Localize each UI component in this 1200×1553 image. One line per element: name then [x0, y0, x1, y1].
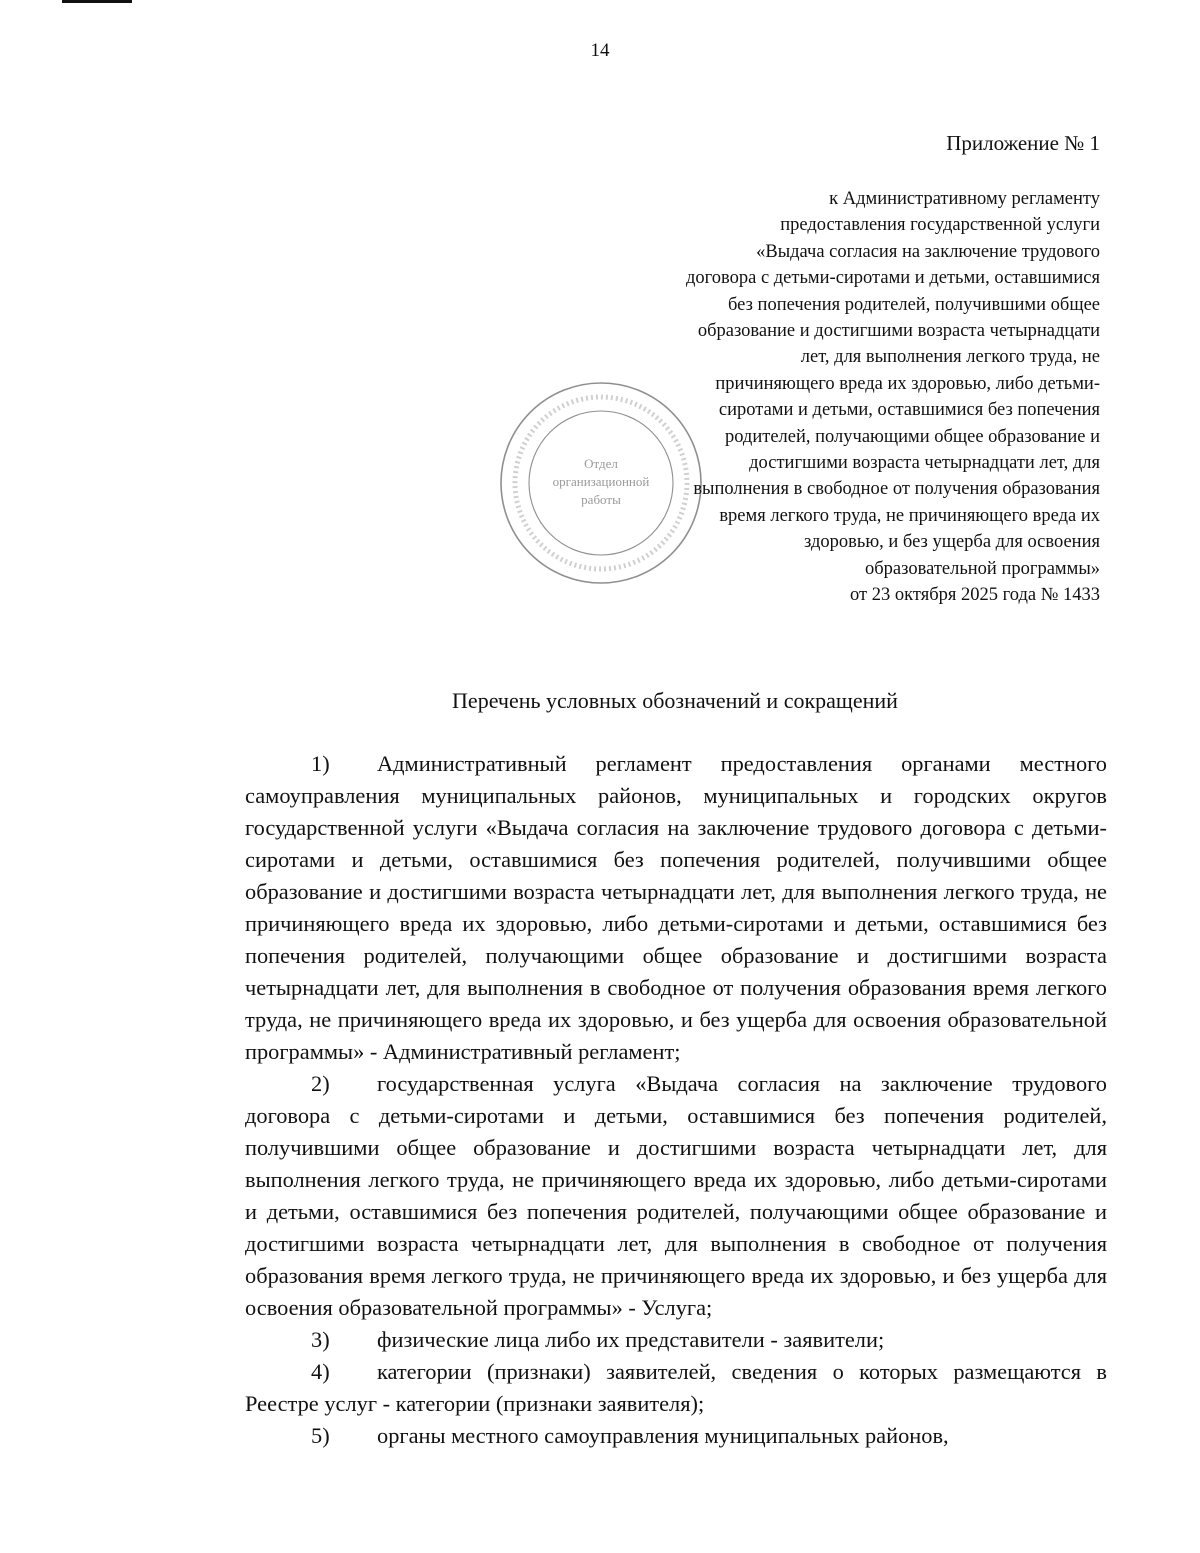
item-number: 1)	[311, 751, 330, 776]
item-number: 3)	[311, 1327, 330, 1352]
appendix-subtitle	[540, 186, 1100, 609]
appendix-line: причиняющего вреда их здоровью, либо детьми-	[715, 373, 1100, 394]
list-item	[245, 1420, 1107, 1452]
appendix-line: без попечения родителей, получившими общее	[728, 294, 1100, 315]
appendix-line: выполнения в свободное от получения образования	[693, 479, 1100, 500]
abbreviation-list	[245, 748, 1107, 1452]
appendix-line: лет, для выполнения легкого труда, не	[800, 347, 1100, 368]
item-number: 5)	[311, 1423, 330, 1448]
item-text: государственная услуга «Выдача согласия на заключение трудового договора с детьми-сиротами и детьми, оставшимися без попечения родителей, получившими общее образование и достигшими возраста четырнадцати лет, для выполнения легкого труда, не причиняющего вреда их здоровью, либо детьми-сиротами и детьми, оставшимися без попечения родителей, получающими общее образование и достигшими возраста четырнадцати лет, для выполнения в свободное от получения образования время легкого труда, не причиняющего вреда их здоровью, и без ущерба для освоения образовательной программы» - Услуга;	[245, 1071, 1107, 1320]
item-number: 4)	[311, 1359, 330, 1384]
appendix-line: время легкого труда, не причиняющего вреда их	[719, 505, 1100, 526]
scan-edge-mark	[62, 0, 132, 3]
appendix-line: родителей, получающими общее образование и	[724, 426, 1100, 447]
page-number: 14	[590, 40, 610, 61]
list-item	[245, 1324, 1107, 1356]
appendix-line: здоровью, и без ущерба для освоения	[804, 532, 1100, 553]
appendix-line: к Административному регламенту	[829, 189, 1100, 209]
appendix-date: от 23 октября 2025 года № 1433	[850, 585, 1100, 606]
appendix-line: сиротами и детьми, оставшимися без попечения	[718, 400, 1100, 421]
appendix-line: достигшими возраста четырнадцати лет, для	[749, 453, 1100, 474]
appendix-line: образовательной программы»	[865, 558, 1100, 579]
item-text: физические лица либо их представители - заявители;	[377, 1327, 885, 1352]
appendix-line: предоставления государственной услуги	[780, 215, 1100, 236]
stamp-text-line: организационной	[552, 474, 650, 489]
item-text: органы местного самоуправления муниципальных районов,	[377, 1423, 949, 1448]
list-item	[245, 1068, 1107, 1324]
stamp-text-line: Отдел	[584, 456, 618, 471]
item-text: категории (признаки) заявителей, сведения о которых размещаются в Реестре услуг - категории (признаки заявителя);	[245, 1359, 1107, 1416]
list-item	[245, 1356, 1107, 1420]
item-text: Административный регламент предоставления органами местного самоуправления муниципальных районов, муниципальных и городских округов государственной услуги «Выдача согласия на заключение трудового договора с детьми-сиротами и детьми, оставшимися без попечения родителей, получившими общее образование и достигшими возраста четырнадцати лет, для выполнения легкого труда, не причиняющего вреда их здоровью, либо детьми-сиротами и детьми, оставшимися без попечения родителей, получающими общее образование и достигшими возраста четырнадцати лет, для выполнения в свободное от получения образования время легкого труда, не причиняющего вреда их здоровью, и без ущерба для освоения образовательной программы» - Административный регламент;	[245, 751, 1107, 1064]
appendix-line: образование и достигшими возраста четырнадцати	[697, 321, 1100, 342]
item-number: 2)	[311, 1071, 330, 1096]
appendix-line: договора с детьми-сиротами и детьми, оставшимися	[685, 268, 1100, 289]
appendix-title: Приложение № 1	[946, 131, 1100, 155]
list-item	[245, 748, 1107, 1068]
stamp-text-line: работы	[581, 492, 621, 507]
section-heading: Перечень условных обозначений и сокращений	[452, 688, 898, 713]
appendix-line: «Выдача согласия на заключение трудового	[756, 241, 1100, 262]
